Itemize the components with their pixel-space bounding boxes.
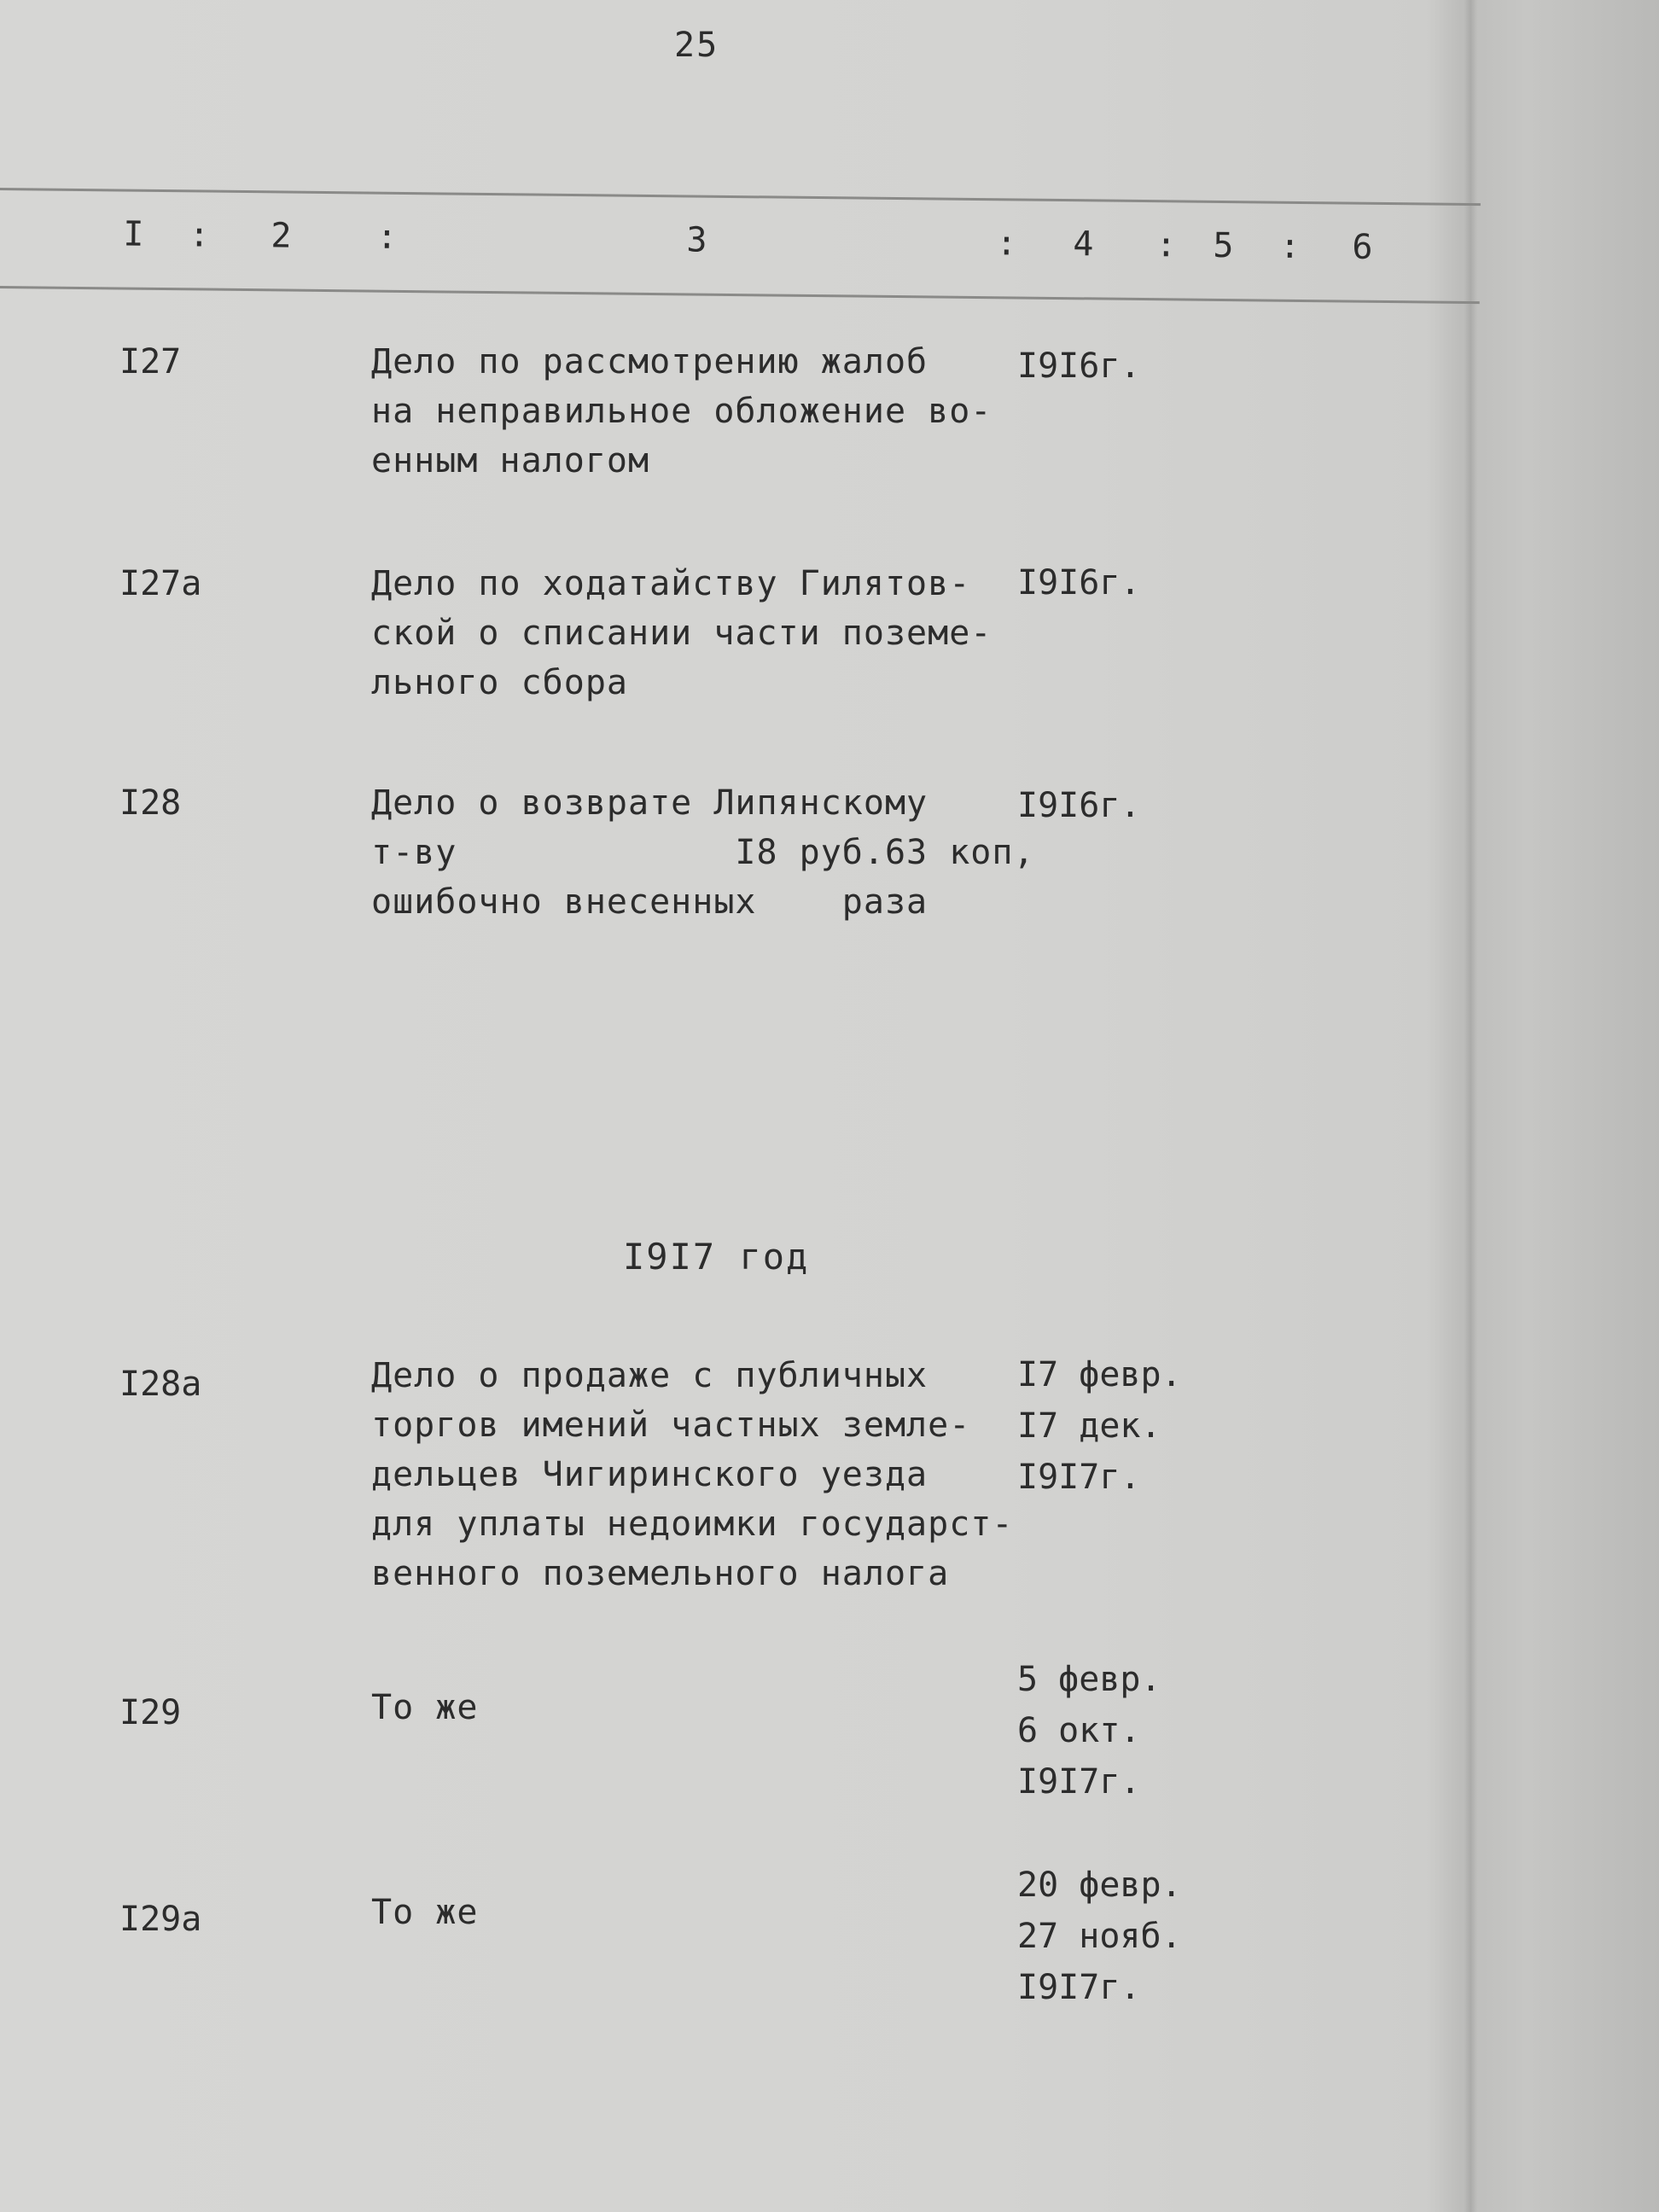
- column-header-5: 5: [1213, 225, 1234, 266]
- column-header-1: I: [123, 214, 144, 254]
- entry-description: То же: [371, 1688, 479, 1727]
- entry-date: I9I6г.: [1017, 786, 1141, 825]
- entry-number: I29а: [119, 1900, 202, 1939]
- entry-date: I9I6г.: [1017, 346, 1141, 386]
- entry-number: I27а: [119, 564, 202, 603]
- column-separator: :: [1279, 226, 1301, 266]
- entry-description: Дело о продаже с публичных торгов имений частных земле- дельцев Чигиринского уезда для уплаты недоимки государст- венного поземельного налога: [371, 1356, 1014, 1593]
- column-header-4: 4: [1073, 224, 1094, 265]
- column-separator: :: [189, 215, 210, 255]
- entry-description: То же: [371, 1893, 479, 1932]
- page-number: 25: [674, 26, 719, 65]
- page-fold-shadow: [1464, 0, 1477, 2212]
- entry-number: I28а: [119, 1365, 202, 1404]
- entry-date: 5 февр. 6 окт. I9I7г.: [1017, 1660, 1161, 1802]
- entry-number: I29: [119, 1693, 182, 1732]
- column-header-3: 3: [686, 220, 707, 260]
- column-header-2: 2: [271, 216, 292, 256]
- column-header-6: 6: [1352, 227, 1373, 267]
- entry-date: I7 февр. I7 дек. I9I7г.: [1017, 1355, 1182, 1497]
- entry-number: I27: [119, 342, 182, 381]
- entry-number: I28: [119, 783, 182, 823]
- entry-description: Дело по рассмотрению жалоб на неправильное обложение во- енным налогом: [371, 342, 992, 480]
- column-separator: :: [996, 224, 1017, 264]
- column-separator: :: [1155, 225, 1177, 265]
- column-separator: :: [376, 217, 398, 257]
- entry-description: Дело о возврате Липянскому т-ву I8 руб.63 коп, ошибочно внесенных раза: [371, 783, 1035, 922]
- column-header-band: [0, 188, 1481, 304]
- entry-date: 20 февр. 27 нояб. I9I7г.: [1017, 1866, 1182, 2007]
- entry-description: Дело по ходатайству Гилятов- ской о списании части поземе- льного сбора: [371, 564, 992, 702]
- year-heading: I9I7 год: [623, 1236, 810, 1278]
- entry-date: I9I6г.: [1017, 563, 1141, 602]
